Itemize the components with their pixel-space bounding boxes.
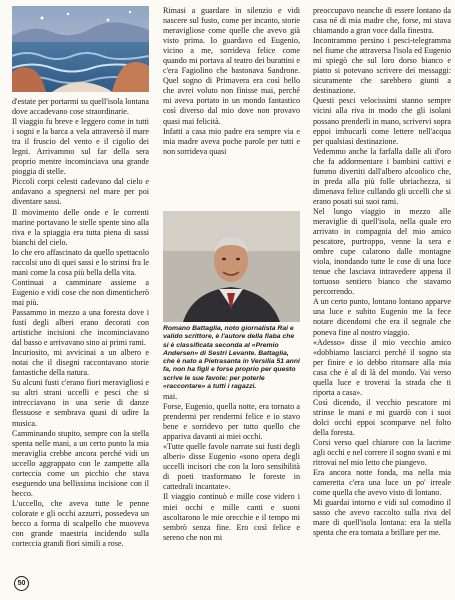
author-portrait-image (163, 211, 300, 322)
paragraph: Incontrammo persino i pesci-telegramma nel fiume che attraversa l'isola ed Eugenio mi spiegò che sul loro dorso bianco e piatto si potevano scrivere dei messaggi: sicuramente che sarebbero giunti a destinazione. (313, 36, 451, 96)
photo-caption: Romano Battaglia, noto giornalista Rai e valido scrittore, è l'autore della fiaba che si è classificata seconda al «Premio Andersen» di Sestri Levante. Battaglia, che è nato a Pietrasanta in Versilia 51 anni fa, non ha figli e forse proprio per questo scrive le sue favole: per poterle «raccontare» a tutti i ragazzi. (163, 325, 300, 391)
paragraph: Era ancora notte fonda, ma nella mia cameretta c'era una luce un po' irreale come quella che avevo visto di lontano. (313, 468, 451, 498)
sea-illustration (12, 6, 149, 92)
paragraph: Incuriosito, mi avvicinai a un albero e notai che il disegni raccontavano storie fantastiche della natura. (12, 348, 149, 378)
paragraph: Continuai a camminare assieme a Eugenio e vidi cose che non dimenticherò mai più. (12, 277, 149, 307)
paragraph: Passammo in mezzo a una foresta dove i fusti degli alberi erano decorati con artistiche incisioni che incominciavano dal basso e arrivavano sino ai primi rami. (12, 307, 149, 348)
paragraph: Il viaggio continuò e mille cose videro i miei occhi e mille canti e suoni ascoltarono le mie orecchie e il tempo mi sembrò senza fine. Ero così felice e sereno che non mi (163, 492, 300, 542)
text-column-3 (313, 6, 451, 593)
paragraph: Forse, Eugenio, quella notte, era tornato a prendermi per rendermi felice e io stavo bene e sorridevo per tutto quello che appariva davanti ai miei occhi. (163, 402, 300, 442)
paragraph: Io che ero affascinato da quello spettacolo raccolsi uno di quei sassi e lo strinsi fra le mani come la cosa più bella della vita. (12, 247, 149, 277)
text-column-2-top (163, 6, 300, 208)
paragraph: A un certo punto, lontano lontano apparve una luce e subito Eugenio me la fece notare dicendomi che era il segnale che poneva fine al nostro viaggio. (313, 297, 451, 337)
paragraph: L'uccello, che aveva tutte le penne colorate e gli occhi azzurri, possedeva un becco a forma di scalpello che muoveva con grande maestria incidendo sulla corteccia grandi fiori simili a rose. (12, 498, 149, 549)
paragraph: Infatti a casa mio padre era sempre via e mia madre aveva poche parole per tutti e non sorrideva quasi (163, 126, 300, 156)
paragraph: Così dicendo, il vecchio pescatore mi strinse le mani e mi guardò con i suoi dolci occhi eppoi scomparve nel folto della foresta. (313, 397, 451, 437)
sea-scene-image (12, 6, 149, 92)
paragraph: Questi pesci velocissimi stanno sempre vicini alla riva in modo che gli isolani possano prenderli in mano, scrivervi sopra eppoi imbucarli come lettere nell'acqua per qualsiasi destinazione. (313, 96, 451, 146)
paragraph: Il viaggio fu breve e leggero come in tutti i sogni e la barca a vela attraversò il mare tra il fruscio del vento e il cigolio dei legni. Arrivammo sul far della sera proprio mentre incominciava una grande pioggia di stelle. (12, 117, 149, 177)
paragraph: «Adesso» disse il mio vecchio amico «dobbiamo lasciarci perché il sogno sta per finire e io debbo ritornare alla mia casa che è al di là del mondo. Vai verso quella luce e troverai la strada che ti riporta a casa». (313, 337, 451, 397)
text-column-2-bottom (163, 392, 300, 593)
paragraph: Il movimento delle onde e le correnti marine portavano le stelle spente sino alla riva e la spiaggia era tutta piena di sassi bianchi del cielo. (12, 207, 149, 247)
paragraph: Vedemmo anche la farfalla dalle ali d'oro che fa addormentare i bambini cattivi e fummo divertiti dall'albero alcoolico che, in preda alla più folle ubriachezza, si dimenava felice cullando gli uccelli che si erano posati sui suoi rami. (313, 146, 451, 206)
paragraph: mai. (163, 392, 178, 401)
author-photo (163, 211, 300, 322)
paragraph: Mi guardai intorno e vidi sul comodino il sasso che avevo raccolto sulla riva del mare di quell'isola lontana: era la stella spenta che era tornata a brillare per me. (313, 498, 451, 538)
paragraph: preoccupavo neanche di essere lontano da casa né di mia madre che, forse, mi stava chiamando a gran voce dalla finestra. (313, 6, 451, 36)
paragraph: Camminando stupito, sempre con la stella spenta nelle mani, a un certo punto la mia meraviglia crebbe ancora perché vidi un uccello aggrappato con le zampette alla corteccia come un picchio che stava eseguendo una bellissima incisione con il becco. (12, 428, 149, 498)
paragraph: Su alcuni fusti c'erano fiori meravigliosi e su altri strani uccelli e pesci che si intrecciavano in una serie di danze flessuose e sembrava quasi di udire la musica. (12, 378, 149, 428)
page-number: 50 (14, 576, 29, 591)
paragraph: Corsi verso quel chiarore con la lacrime agli occhi e nel correre il sogno svanì e mi ritrovai nel mio letto che piangevo. (313, 438, 451, 468)
paragraph: d'estate per portarmi su quell'isola lontana dove accadevano cose straordinarie. (12, 97, 149, 117)
paragraph: Piccoli corpi celesti cadevano dal cielo e andavano a spegnersi nel mare per poi diventare sassi. (12, 177, 149, 207)
paragraph: Nel lungo viaggio in mezzo alle meraviglie di quell'isola, nella quale ero arrivato in compagnia del mio amico pescatore, purtroppo, venne la sera e ombre cupe calarono dalle montagne viola, inondando tutte le cose di una luce tenue che lasciava intravedere appena il tortuoso sentiero bianco che stavamo percorrendo. (313, 206, 451, 297)
text-column-1 (12, 97, 149, 584)
paragraph: Rimasi a guardare in silenzio e vidi nascere sul fusto, come per incanto, storie meravigliose come quelle che avevo già visto prima. Io guardavo ed Eugenio, vicino a me, sorrideva felice come quando mi portava al teatro dei burattini e c'era Fagiolino che bastonava Sandrone. Quel sogno di Primavera era così bello che avrei voluto non finisse mai, perché mi aveva portato in un mondo fantastico così diverso dal mio dove non provavo quasi mai felicità. (163, 6, 300, 126)
paragraph: «Tutte quelle favole narrate sui fusti degli alberi» disse Eugenio «sono opera degli uccelli incisori che con la loro sensibilità di poeti trasformano le foreste in cattedrali incantate». (163, 442, 300, 492)
